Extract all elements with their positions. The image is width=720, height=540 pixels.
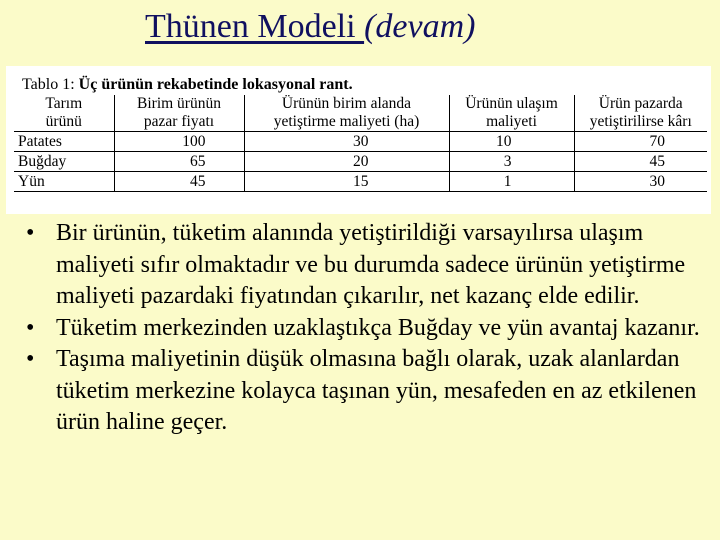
cell-profit: 30 [574,172,707,192]
bullet-dot-icon: • [26,346,35,372]
header-product: Tarım ürünü [45,95,83,130]
cell-cost: 15 [244,172,449,192]
slide-title [145,8,475,46]
rent-table [14,95,707,192]
bullet-text: Tüketim merkezinden uzaklaştıkça Buğday ve yün avantaj kazanır. [56,314,700,341]
bullet-text: Bir ürünün, tüketim alanında yetiştirildiği varsayılırsa ulaşım maliyeti sıfır olmaktadır ve bu durumda sadece ürünün yetiştirme maliyeti pazardaki fiyatından çıkarılır, net kazanç elde edilir. [56,220,686,309]
header-transport: Ürünün ulaşım maliyeti [449,95,574,132]
table-row [14,172,707,192]
bullet-item [26,313,706,345]
cell-product: Buğday [18,153,67,170]
cell-profit: 45 [574,152,707,172]
cell-cost: 20 [244,152,449,172]
cell-product: Yün [18,173,45,190]
header-profit: Ürün pazarda yetiştirilirse kârı [574,95,707,132]
cell-product: Patates [18,133,62,150]
bullet-dot-icon: • [26,220,35,246]
bullet-text: Taşıma maliyetinin düşük olmasına bağlı olarak, uzak alanlardan tüketim merkezine kolayca taşınan yün, mesafeden en az etkilenen ürün haline geçer. [56,346,697,435]
table-row [14,132,707,152]
cell-transport: 10 [449,132,574,152]
table-caption-prefix: Tablo 1: [22,76,79,93]
bullet-list [26,218,706,439]
table-row [14,152,707,172]
slide-title-main: Thünen Modeli [145,8,365,45]
cell-price: 45 [114,172,244,192]
cell-price: 100 [114,132,244,152]
bullet-dot-icon: • [26,314,35,341]
table-caption [22,76,353,94]
slide-title-sub: (devam) [364,8,476,45]
cell-price: 65 [114,152,244,172]
cell-profit: 70 [574,132,707,152]
bullet-item [26,344,706,439]
table-header-row [14,95,707,132]
table-caption-title: Üç ürünün rekabetinde lokasyonal rant. [78,76,353,93]
cell-transport: 3 [449,152,574,172]
header-cost: Ürünün birim alanda yetiştirme maliyeti (ha) [244,95,449,132]
table-panel [6,66,711,214]
cell-transport: 1 [449,172,574,192]
header-price: Birim ürünün pazar fiyatı [114,95,244,132]
bullet-item [26,218,706,313]
cell-cost: 30 [244,132,449,152]
